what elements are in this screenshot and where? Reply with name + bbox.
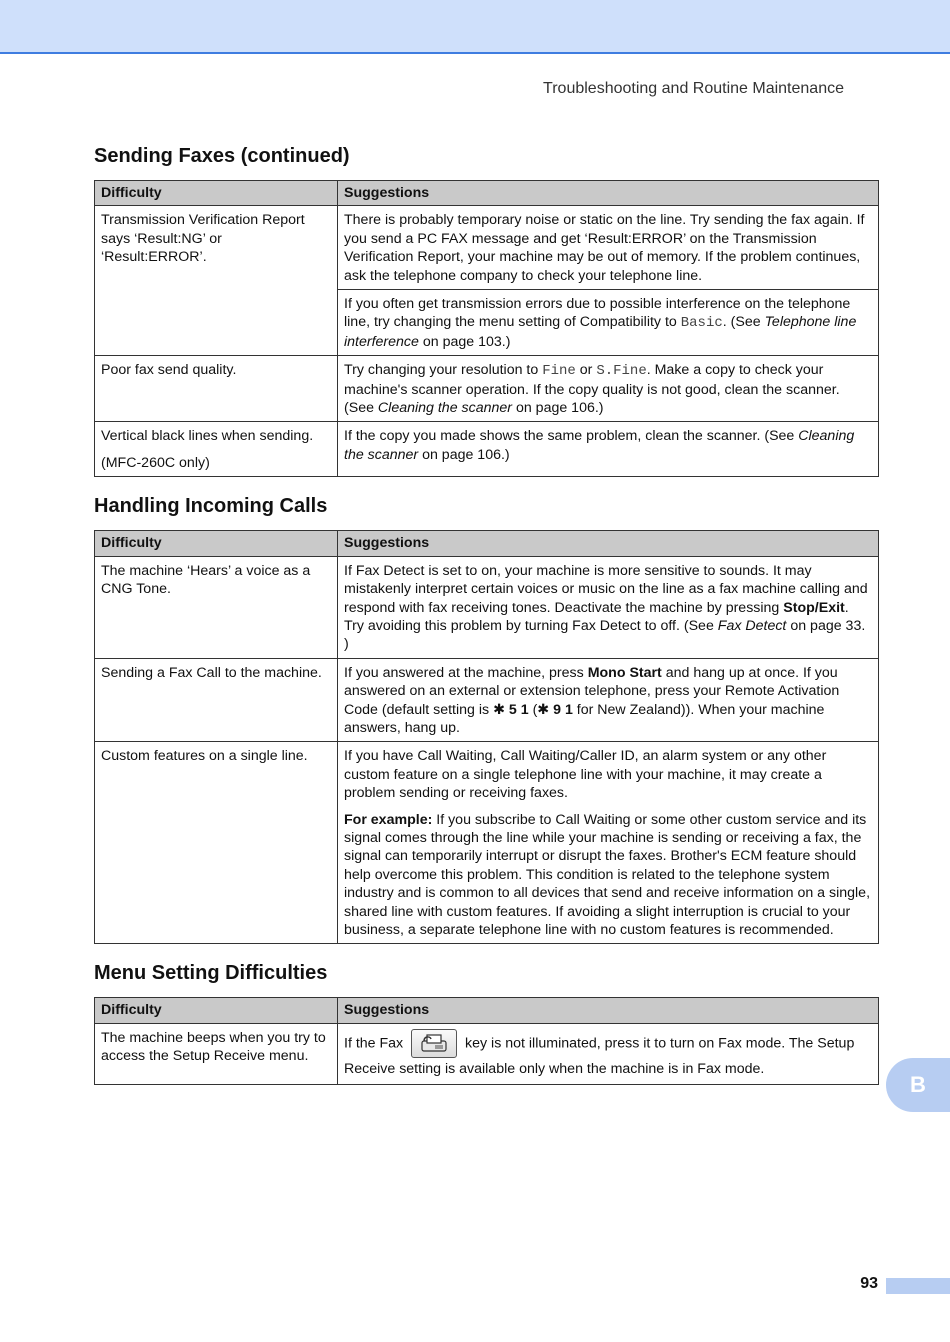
- difficulty-cell: Custom features on a single line.: [95, 742, 338, 944]
- text-run: for New Zealand)). When your machine answers, hang up.: [344, 701, 825, 736]
- table-row: [95, 742, 879, 944]
- suggestion-text: If you have Call Waiting, Call Waiting/Caller ID, an alarm system or any other custom feature on a single telephone line with your machine, it may create a problem sending or receiving faxes.: [344, 748, 827, 802]
- cross-reference: Cleaning the scanner: [377, 400, 513, 417]
- column-header-suggestions: Suggestions: [338, 181, 879, 206]
- column-header-suggestions: Suggestions: [338, 531, 879, 556]
- text-run: on page 106.): [512, 400, 604, 417]
- column-header-difficulty: Difficulty: [95, 998, 338, 1023]
- cross-reference: Telephone line interference: [344, 314, 857, 350]
- text-run: If you answered at the machine, press: [344, 664, 588, 681]
- suggestion-text: [344, 811, 872, 940]
- text-run: . Try avoiding this problem by turning Fax Detect to off. (See: [344, 599, 849, 634]
- table-header-row: [95, 998, 879, 1023]
- text-run: If the Fax: [344, 1035, 408, 1052]
- section-title-menu-setting: Menu Setting Difficulties: [94, 962, 328, 985]
- suggestions-cell: [338, 556, 879, 658]
- text-run: (: [528, 701, 538, 718]
- section-title-sending-faxes: Sending Faxes (continued): [94, 145, 350, 167]
- example-lead: For example:: [344, 811, 433, 828]
- suggestions-cell: [338, 1023, 879, 1084]
- text-run: If you subscribe to Call Waiting or some other custom service and its signal comes through the line while your machine is sending or receiving a fax, the signal can temporarily interrupt or disrupt the faxes. Brother's ECM feature should help overcome this problem. This condition is related to the telephone system industry and is common to all devices that send and receive information on a single, shared line with custom features. If avoiding a slight interruption is crucial to your business, a separate telephone line with no custom features is recommended.: [344, 811, 871, 938]
- text-run: on page 33. ): [344, 617, 866, 653]
- appendix-tab: B: [886, 1058, 950, 1112]
- cross-reference: Cleaning the scanner: [344, 428, 855, 463]
- text-run: and hang up at once. If you answered on an external or extension telephone, press your Remote Activation Code (default setting is: [344, 664, 840, 718]
- text-run: Try changing your resolution to: [344, 362, 543, 379]
- suggestions-cell: [338, 422, 879, 477]
- difficulty-cell: [95, 422, 338, 477]
- table-row: [95, 556, 879, 658]
- difficulty-cell: The machine beeps when you try to access the Setup Receive menu.: [95, 1023, 338, 1084]
- page-number: 93: [860, 1275, 878, 1292]
- sending-faxes-table: [94, 180, 879, 477]
- text-run: If you often get transmission errors due to possible interference on the telephone line, try changing the menu setting of Compatibility to: [344, 296, 851, 331]
- activation-code: ✱ 5 1: [493, 701, 529, 718]
- menu-value-code: Basic: [680, 315, 723, 332]
- text-run: key is not illuminated, press it to turn on Fax mode. The Setup Receive setting is available only when the machine is in Fax mode.: [344, 1035, 855, 1077]
- footer-bar: [886, 1278, 950, 1294]
- cross-reference: Fax Detect: [717, 617, 787, 634]
- text-run: on page 106.): [418, 446, 510, 463]
- suggestions-cell: [338, 742, 879, 944]
- model-note: (MFC-260C only): [101, 454, 210, 471]
- table-row: [95, 356, 879, 422]
- running-header: Troubleshooting and Routine Maintenance: [543, 80, 844, 97]
- table-row: [95, 206, 879, 356]
- column-header-suggestions: Suggestions: [338, 998, 879, 1023]
- suggestions-cell: [338, 658, 879, 742]
- difficulty-cell: Sending a Fax Call to the machine.: [95, 658, 338, 742]
- text-run: or: [575, 362, 597, 379]
- menu-setting-table: [94, 997, 879, 1084]
- suggestions-cell: [338, 356, 879, 422]
- key-name: Mono Start: [587, 664, 662, 681]
- difficulty-text: Vertical black lines when sending.: [101, 428, 314, 445]
- suggestion-text: [338, 289, 878, 355]
- column-header-difficulty: Difficulty: [95, 531, 338, 556]
- text-run: If the copy you made shows the same problem, clean the scanner. (See: [344, 428, 799, 445]
- suggestion-text: There is probably temporary noise or static on the line. Try sending the fax again. If you send a PC FAX message and get ‘Result:ERROR’ on the Transmission Verification Report, your machine may be out of memory. If the problem continues, ask the telephone company to check your telephone line.: [344, 212, 865, 284]
- column-header-difficulty: Difficulty: [95, 181, 338, 206]
- suggestions-cell: [338, 206, 879, 356]
- activation-code: ✱ 9 1: [537, 701, 573, 718]
- incoming-calls-table: [94, 530, 879, 944]
- text-run: on page 103.): [418, 333, 511, 350]
- section-title-incoming-calls: Handling Incoming Calls: [94, 495, 328, 518]
- page-content: [94, 145, 878, 1103]
- table-row: [95, 658, 879, 742]
- text-run: . Make a copy to check your machine's scanner operation. If the copy quality is not good, clean the scanner. (See: [344, 362, 840, 417]
- table-header-row: [95, 181, 879, 206]
- key-name: Stop/Exit: [783, 599, 845, 616]
- table-row: [95, 422, 879, 477]
- fax-machine-icon: [411, 1029, 457, 1058]
- difficulty-cell: Transmission Verification Report says ‘Result:NG’ or ‘Result:ERROR’.: [95, 206, 338, 356]
- table-row: [95, 1023, 879, 1084]
- top-band: [0, 0, 950, 54]
- menu-value-code: S.Fine: [596, 363, 647, 380]
- text-run: . (See: [722, 314, 765, 331]
- menu-value-code: Fine: [542, 363, 576, 380]
- difficulty-cell: Poor fax send quality.: [95, 356, 338, 422]
- table-header-row: [95, 531, 879, 556]
- difficulty-cell: The machine ‘Hears’ a voice as a CNG Tone.: [95, 556, 338, 658]
- text-run: If Fax Detect is set to on, your machine is more sensitive to sounds. It may mistakenly interpret certain voices or music on the line as a fax machine calling and respond with fax receiving tones. Deactivate the machine by pressing: [344, 562, 868, 616]
